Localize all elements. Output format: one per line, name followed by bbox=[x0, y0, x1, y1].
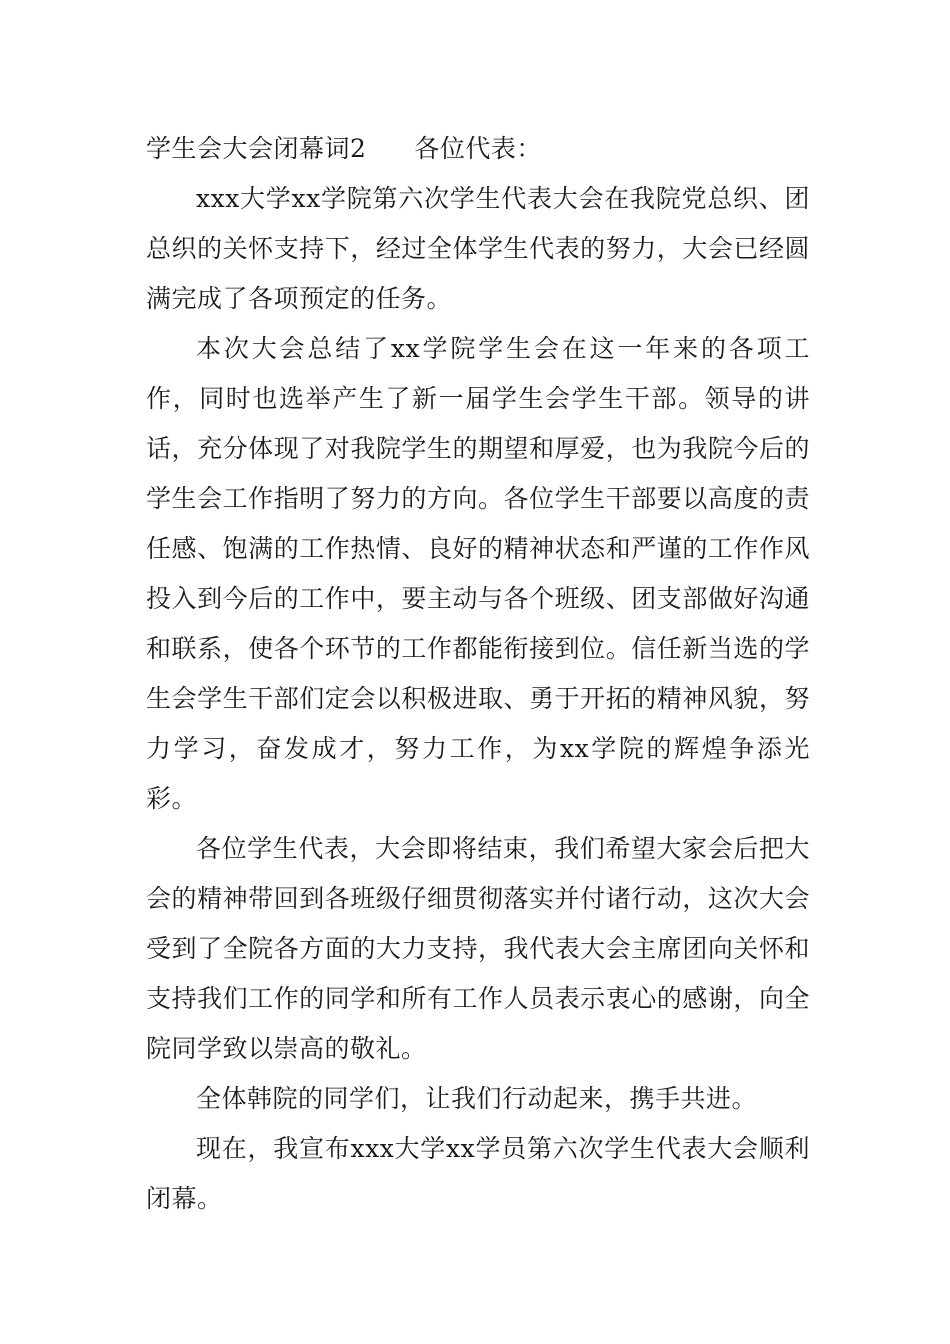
document-title: 学生会大会闭幕词2 bbox=[146, 134, 367, 163]
greeting: 各位代表： bbox=[414, 134, 542, 163]
document-body bbox=[146, 124, 810, 1224]
paragraph-1: xxx大学xx学院第六次学生代表大会在我院党总织、团总织的关怀支持下，经过全体学生代表的努力，大会已经圆满完成了各项预定的任务。 bbox=[146, 184, 810, 313]
paragraph-2: 本次大会总结了xx学院学生会在这一年来的各项工作，同时也选举产生了新一届学生会学生干部。领导的讲话，充分体现了对我院学生的期望和厚爱，也为我院今后的学生会工作指明了努力的方向。各位学生干部要以高度的责任感、饱满的工作热情、良好的精神状态和严谨的工作作风投入到今后的工作中，要主动与各个班级、团支部做好沟通和联系，使各个环节的工作都能衔接到位。信任新当选的学生会学生干部们定会以积极进取、勇于开拓的精神风貌，努力学习，奋发成才，努力工作，为xx学院的辉煌争添光彩。 bbox=[146, 334, 810, 813]
paragraph-4: 全体韩院的同学们，让我们行动起来，携手共进。 bbox=[196, 1084, 758, 1113]
paragraph-5: 现在，我宣布xxx大学xx学员第六次学生代表大会顺利闭幕。 bbox=[146, 1134, 810, 1213]
title-line bbox=[146, 124, 810, 174]
paragraph-3: 各位学生代表，大会即将结束，我们希望大家会后把大会的精神带回到各班级仔细贯彻落实并付诸行动，这次大会受到了全院各方面的大力支持，我代表大会主席团向关怀和支持我们工作的同学和所有工作人员表示衷心的感谢，向全院同学致以崇高的敬礼。 bbox=[146, 834, 810, 1063]
